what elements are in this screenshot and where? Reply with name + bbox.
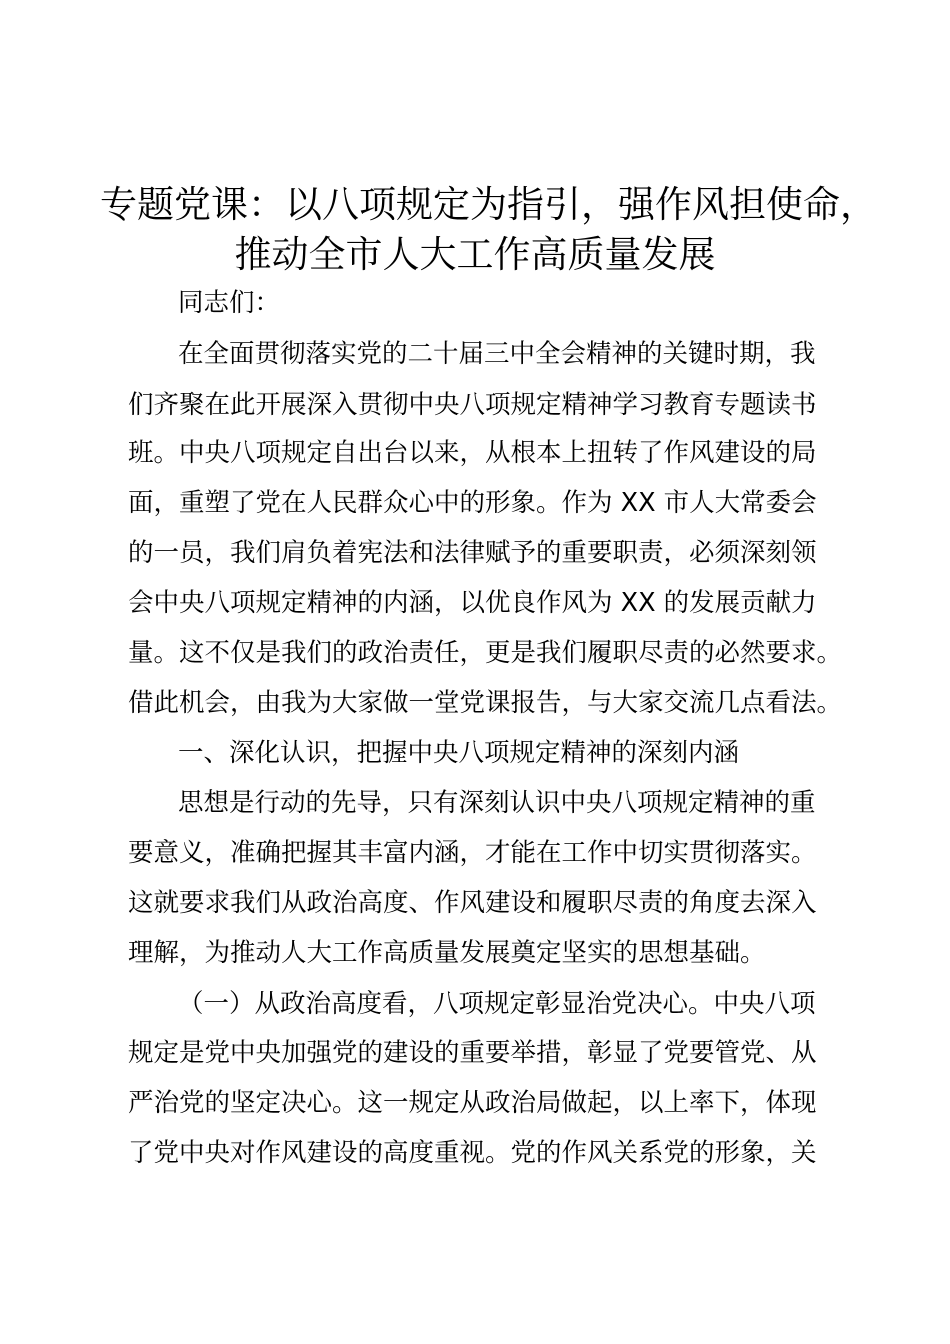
paragraph-3-line-3: 严治党的坚定决心。这一规定从政治局做起，以上率下，体现 [128, 1088, 817, 1118]
paragraph-1-line-6: 会中央八项规定精神的内涵，以优良作风为 XX 的发展贡献力 [128, 588, 817, 618]
paragraph-1-line-2: 们齐聚在此开展深入贯彻中央八项规定精神学习教育专题读书 [128, 390, 817, 420]
paragraph-2-line-1: 思想是行动的先导，只有深刻认识中央八项规定精神的重 [178, 788, 816, 818]
paragraph-1-line-8: 借此机会，由我为大家做一堂党课报告，与大家交流几点看法。 [128, 688, 843, 718]
paragraph-3-line-4: 了党中央对作风建设的高度重视。党的作风关系党的形象，关 [128, 1138, 817, 1168]
paragraph-2-line-3: 这就要求我们从政治高度、作风建设和履职尽责的角度去深入 [128, 888, 817, 918]
paragraph-1-line-7: 量。这不仅是我们的政治责任，更是我们履职尽责的必然要求。 [128, 638, 843, 668]
paragraph-2-line-2: 要意义，准确把握其丰富内涵，才能在工作中切实贯彻落实。 [128, 838, 817, 868]
paragraph-3-line-1: （一）从政治高度看，八项规定彰显治党决心。中央八项 [178, 989, 816, 1019]
document-title-line-2: 推动全市人大工作高质量发展 [234, 233, 716, 276]
document-title-line-1: 专题党课：以八项规定为指引，强作风担使命， [100, 183, 877, 226]
paragraph-1-line-4: 面，重塑了党在人民群众心中的形象。作为 XX 市人大常委会 [128, 488, 817, 518]
paragraph-1-line-5: 的一员，我们肩负着宪法和法律赋予的重要职责，必须深刻领 [128, 538, 817, 568]
paragraph-3-line-2: 规定是党中央加强党的建设的重要举措，彰显了党要管党、从 [128, 1038, 817, 1068]
salutation: 同志们： [178, 288, 281, 318]
section-heading-1: 一、深化认识，把握中央八项规定精神的深刻内涵 [178, 738, 740, 768]
paragraph-1-line-3: 班。中央八项规定自出台以来，从根本上扭转了作风建设的局 [128, 438, 817, 468]
paragraph-1-line-1: 在全面贯彻落实党的二十届三中全会精神的关键时期，我 [178, 339, 816, 369]
paragraph-2-line-4: 理解，为推动人大工作高质量发展奠定坚实的思想基础。 [128, 938, 766, 968]
